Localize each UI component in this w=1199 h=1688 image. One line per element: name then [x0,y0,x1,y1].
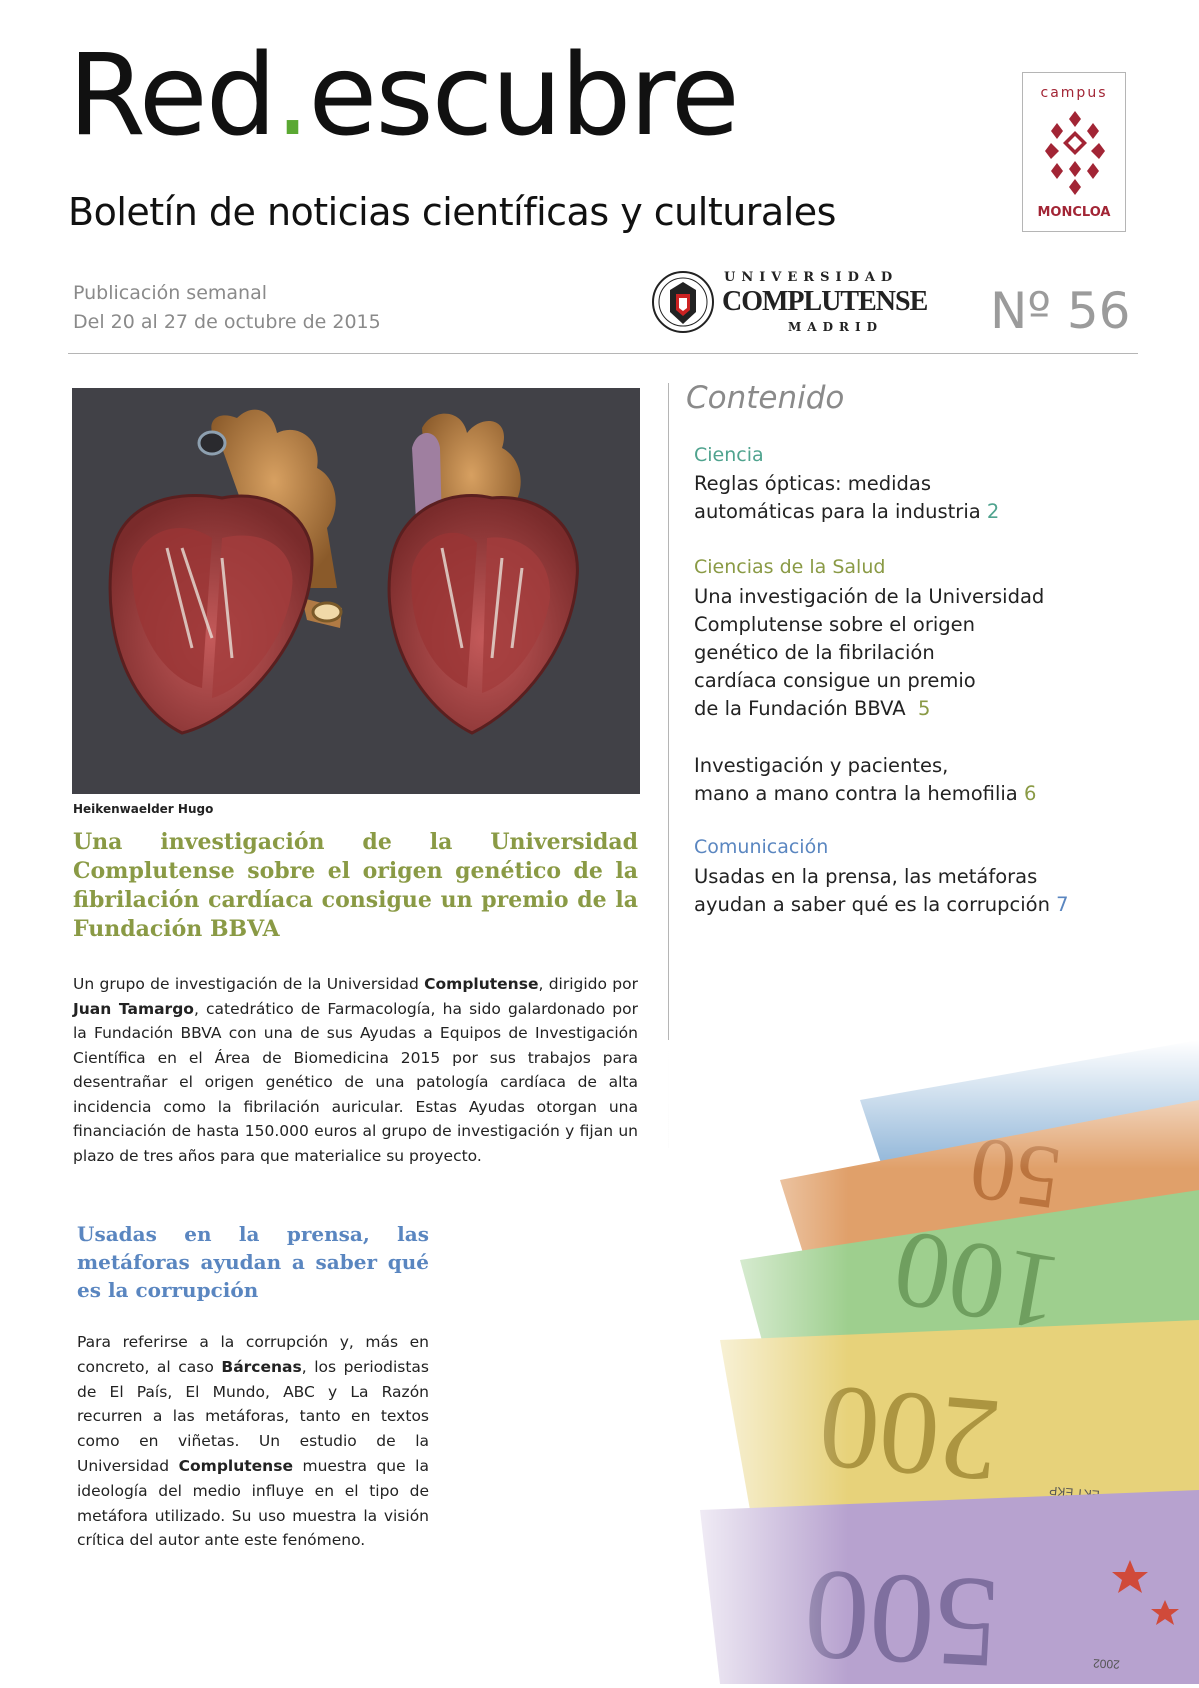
publication-frequency: Publicación semanal [73,282,268,304]
brand-red: Red [68,31,275,161]
article2-body-text: Para referirse a la corrupción y, más en concreto, al caso [77,1333,429,1376]
article2-headline[interactable]: Usadas en la prensa, las metáforas ayudan a saber qué es la corrupción [77,1222,429,1302]
article1-body-text: , dirigido por [538,975,638,993]
toc-item-metaforas[interactable] [694,863,1094,919]
toc-page-number: 6 [1023,782,1037,805]
column-divider [668,383,669,1148]
article1-body [73,972,638,1168]
ucm-madrid: MADRID [788,320,883,334]
toc-item-fibrilacion[interactable] [694,583,1094,723]
toc-page-number: 5 [917,697,931,720]
header-divider [68,353,1138,354]
article2-body-text: , los periodistas de El País, El Mundo, ABC y La Razón recurren a las metáforas, tanto en textos como en viñetas. Un estudio de la Universidad [77,1357,429,1475]
article2-body-text: muestra que la ideología del medio influye en el tipo de metáfora utilizado. Su uso muestra la visión crítica del autor ante este fenómeno. [77,1456,429,1550]
banknotes-illustration [660,1040,1199,1684]
article2-body-bold: Bárcenas [221,1357,302,1376]
campus-logo-top-text: campus [1040,85,1108,101]
section-ciencia: Ciencia [694,444,764,466]
campus-emblem-icon [1045,109,1105,199]
section-comunicacion: Comunicación [694,836,829,858]
article1-body-bold: Juan Tamargo [73,999,194,1018]
toc-line: Una investigación de la Universidad [694,585,1045,608]
campus-moncloa-logo [1022,72,1126,232]
toc-line: Complutense sobre el origen [694,613,976,636]
euro-banknotes-image [660,1040,1199,1684]
article1-body-bold: Complutense [424,975,539,993]
heart-illustration [72,388,640,794]
article1-headline[interactable]: Una investigación de la Universidad Complutense sobre el origen genético de la fibrilación cardíaca consigue un premio de la Fundación BBVA [73,829,638,942]
image-credit: Heikenwaelder Hugo [73,802,214,816]
toc-line: cardíaca consigue un premio [694,669,976,692]
ucm-complutense: COMPLUTENSE [722,286,928,317]
article1-body-text: , catedrático de Farmacología, ha sido galardonado por la Fundación BBVA con una de sus Ayudas a Equipos de Investigación Científica en el Área de Biomedicina 2015 por sus trabajos para desentrañar el origen genético de una patología cardíaca de alta incidencia como la fibrilación auricular. Estas Ayudas otorgan una financiación de hasta 150.000 euros al grupo de investigación y fijan un plazo de tres años para que materialice su proyecto. [73,999,638,1165]
toc-line: genético de la fibrilación [694,641,935,664]
contents-title: Contenido [686,380,845,416]
toc-page-number: 2 [986,500,1000,523]
toc-line: automáticas para la industria [694,500,981,523]
heart-anatomy-image [72,388,640,794]
brand-escubre: escubre [308,31,738,161]
newsletter-logo [68,31,738,161]
toc-item-hemofilia[interactable] [694,752,1094,808]
toc-line: Reglas ópticas: medidas [694,472,932,495]
campus-logo-bottom-text: MONCLOA [1037,205,1111,220]
toc-line: Usadas en la prensa, las metáforas [694,865,1038,888]
toc-item-reglas-opticas[interactable] [694,470,1094,526]
toc-line: de la Fundación BBVA [694,697,906,720]
toc-line: ayudan a saber qué es la corrupción [694,893,1050,916]
toc-line: Investigación y pacientes, [694,754,949,777]
publication-dates: Del 20 al 27 de octubre de 2015 [73,311,381,333]
ucm-universidad: UNIVERSIDAD [724,270,899,285]
toc-page-number: 7 [1056,893,1069,916]
article2-body-bold: Complutense [178,1456,293,1475]
article1-body-text: Un grupo de investigación de la Universidad [73,975,425,993]
issue-number: Nº 56 [990,282,1131,340]
ucm-logo [652,268,932,338]
brand-dot: . [274,31,309,161]
article2-body [77,1330,429,1553]
toc-line: mano a mano contra la hemofilia [694,782,1018,805]
newsletter-subtitle: Boletín de noticias científicas y culturales [68,190,836,234]
section-ciencias-salud: Ciencias de la Salud [694,556,886,578]
ucm-crest-icon [652,268,714,336]
